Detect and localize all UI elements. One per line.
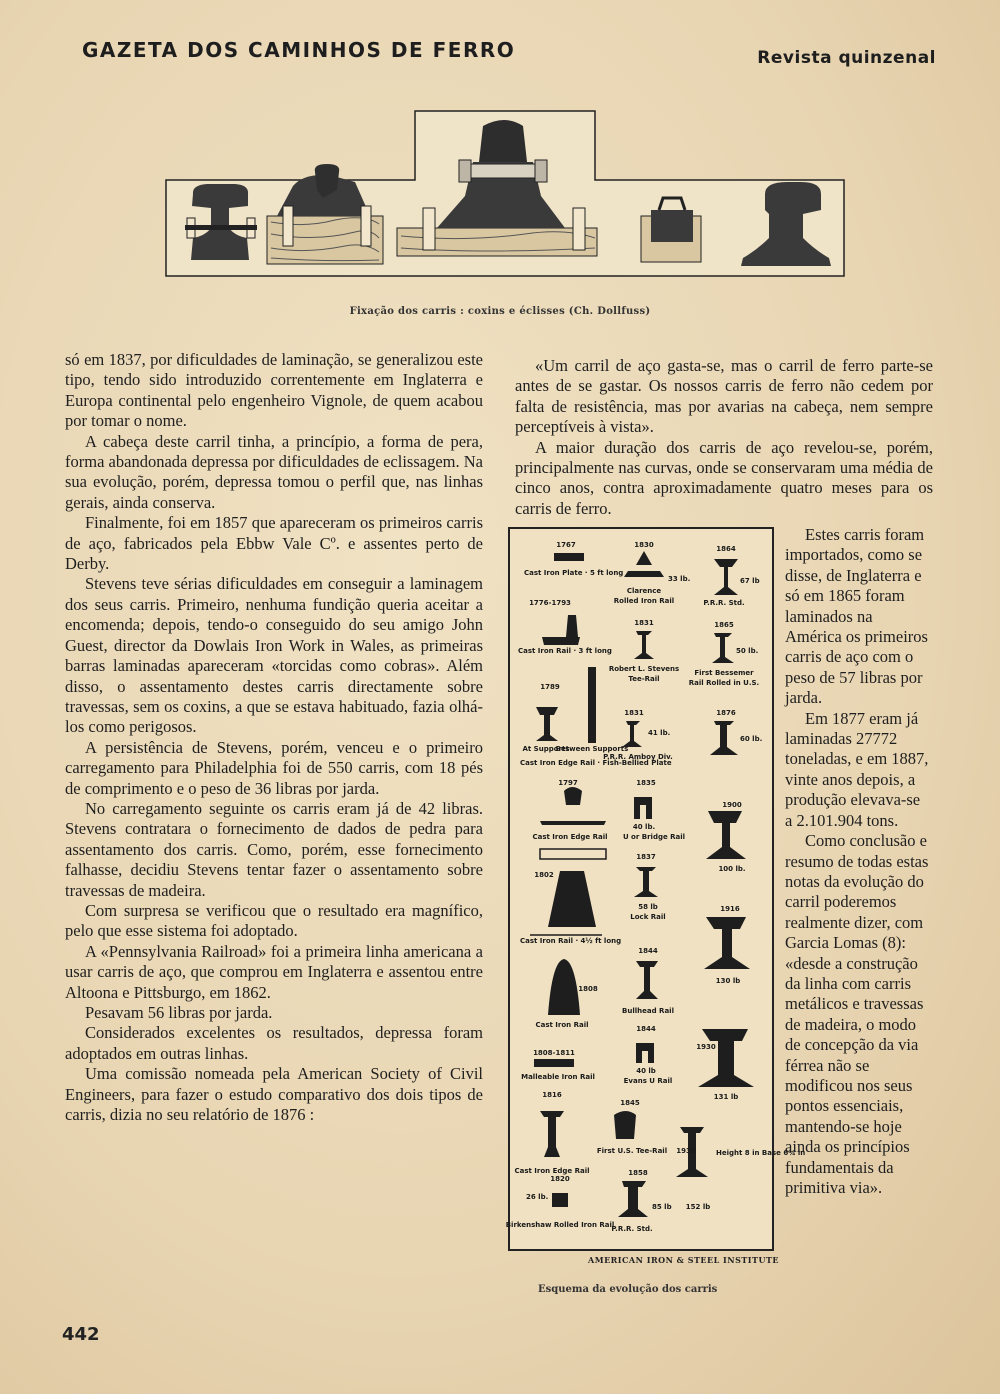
rail-profiles <box>505 529 806 1249</box>
chart-label: 1831 <box>634 619 654 627</box>
rail-profile <box>552 1193 568 1207</box>
chart-label: 1797 <box>558 779 578 787</box>
chart-label: 1844 <box>638 947 658 955</box>
chart-label: Cast Iron Edge Rail <box>514 1167 590 1175</box>
rail-profile <box>704 917 750 969</box>
chart-label: 1776-1793 <box>529 599 571 607</box>
paragraph: Com surpresa se verificou que o resultado era magnífico, pelo que esse sistema foi adoptado. <box>65 900 483 941</box>
rail-profile <box>636 961 658 999</box>
chart-label: Cast Iron Rail · 4½ ft long <box>520 937 622 945</box>
paragraph: Considerados excelentes os resultados, depressa foram adoptados em outras linhas. <box>65 1023 483 1063</box>
rail-profile <box>710 721 738 755</box>
text-column-left <box>65 350 483 1125</box>
chart-caption: Esquema da evolução dos carris <box>538 1284 718 1295</box>
chart-label: 1767 <box>556 541 576 549</box>
rail-profile <box>540 1111 564 1157</box>
paragraph: A cabeça deste carril tinha, a princípio, a forma de pera, forma abandonada depressa por dificuldades de eclissagem. Na sua evolução, porém, depressa tomou o perfil que, nas linhas gerais, ainda conserva. <box>65 431 483 512</box>
chart-label: Cast Iron Rail <box>535 1021 589 1029</box>
chart-label: 85 lb <box>652 1203 672 1211</box>
chart-label: Cast Iron Plate · 5 ft long <box>524 569 624 577</box>
page-number: 442 <box>62 1324 100 1345</box>
rail-profile <box>554 553 584 561</box>
chart-label: 152 lb <box>685 1203 711 1211</box>
chart-label: 1865 <box>714 621 734 629</box>
chart-label: 1930 <box>676 1147 696 1155</box>
chart-label: 1864 <box>716 545 736 553</box>
chart-credit: AMERICAN IRON & STEEL INSTITUTE <box>588 1255 780 1265</box>
chart-label: 41 lb. <box>648 729 671 737</box>
chart-label: 1808 <box>578 985 598 993</box>
chart-label: Lock Rail <box>630 913 666 921</box>
chart-label: 1808-1811 <box>533 1049 575 1057</box>
chart-label: 1845 <box>620 1099 640 1107</box>
rail-profile <box>712 633 734 663</box>
rail-profile <box>634 797 652 819</box>
paragraph: Stevens teve sérias dificuldades em conseguir a laminagem dos seus carris. Primeiro, nenhuma fundição queria aceitar a encomenda; depois, tendo-o conseguido do seu amigo John Guest, director da Dowlais Iron Work in Wales, as primeiras barras laminadas apareceram «torcidas como cobras». Além disso, o assentamento destes carris directamente sobre travessas, sem os coxins, a que se estava habituado, fazia olhá-los como perigosos. <box>65 574 483 737</box>
rail-profile <box>540 821 606 825</box>
chart-label: 60 lb. <box>740 735 763 743</box>
rail-profile <box>624 571 664 577</box>
chart-label: Birkenshaw Rolled Iron Rail <box>505 1221 615 1229</box>
rail-profile <box>548 959 580 1015</box>
paragraph: Como conclusão e resumo de todas estas notas da evolução do carril poderemos realmente dizer, com Garcia Lomas (8): «desde a construção da linha com carris metálicos e travessas de madeira, o modo de concepção da via férrea não se modificou nos seus pontos essenciais, mantendo-se hoje ainda os princípios fundamentais da primitiva via». <box>785 831 929 1197</box>
paragraph: Pesavam 56 libras por jarda. <box>85 1003 273 1022</box>
chart-label: 1802 <box>534 871 554 879</box>
paragraph: Finalmente, foi em 1857 que apareceram os primeiros carris de aço, fabricados pela Ebbw Vale Cº. e assentes perto de Derby. <box>65 513 483 574</box>
chart-label: 1844 <box>636 1025 656 1033</box>
chart-label: Clarence <box>626 587 662 595</box>
chart-label: At Supports <box>522 745 570 753</box>
journal-subtitle: Revista quinzenal <box>757 48 936 68</box>
rail-profile <box>548 871 596 927</box>
chart-label: Tee-Rail <box>628 675 660 683</box>
chart-label: 1789 <box>540 683 560 691</box>
paragraph: A «Pennsylvania Railroad» foi a primeira linha americana a usar carris de aço, que comprou em Inglaterra e assentou entre Altoona e Pittsburgo, em 1862. <box>65 941 483 1002</box>
chart-label: Height 8 in Base 6¾ in <box>716 1149 806 1157</box>
rail-profile <box>536 707 558 741</box>
chart-label: 58 lb <box>638 903 658 911</box>
chart-label: Cast Iron Rail · 3 ft long <box>518 647 612 655</box>
rail-profile <box>636 551 652 565</box>
chart-label: Rolled Iron Rail <box>613 597 675 605</box>
rail-profile <box>714 559 738 595</box>
paragraph: Uma comissão nomeada pela American Society of Civil Engineers, para fazer o estudo comparativo dos dois tipos de carris, dizia no seu relatório de 1876 : <box>65 1064 483 1125</box>
chart-label: 1916 <box>720 905 740 913</box>
chart-label: 100 lb. <box>718 865 746 873</box>
chart-label: Between Supports <box>555 745 629 753</box>
chart-label: Malleable Iron Rail <box>521 1073 595 1081</box>
chart-label: 26 lb. <box>526 1193 549 1201</box>
chart-label: First Bessemer <box>694 669 754 677</box>
rail-profile <box>618 1181 648 1217</box>
chart-label: Cast Iron Edge Rail <box>532 833 608 841</box>
chart-label: 67 lb <box>740 577 760 585</box>
rail-profile <box>698 1029 754 1087</box>
chart-label: 40 lb. <box>632 823 656 831</box>
journal-title: GAZETA DOS CAMINHOS DE FERRO <box>82 38 516 62</box>
rail-profile <box>564 787 582 805</box>
text-column-right-top <box>515 356 933 519</box>
rail-profile <box>634 631 654 659</box>
paragraph: Estes carris foram importados, como se disse, de Inglaterra e só em 1865 foram laminados na América os primeiros carris de aço com o peso de 57 libras por jarda. <box>785 525 928 708</box>
paragraph: só em 1837, por dificuldades de laminação, se generalizou este tipo, tendo sido introduzido correntemente em Inglaterra e Europa continental pelo engenheiro Vignole, de quem acabou por tomar o nome. <box>65 350 483 431</box>
chart-label: 40 lb <box>636 1067 656 1075</box>
paragraph: No carregamento seguinte os carris eram já de 42 libras. Stevens contratara o fornecimento de dados de pedra para assentamento dos carris. Como, porém, esse fornecimento falhasse, decidiu Stevens tentar fazer o assentamento sobre travessas de madeira. <box>65 798 483 900</box>
rail-profile <box>706 811 746 859</box>
rail-profile <box>622 721 642 747</box>
rail-fastening-figure <box>165 110 845 278</box>
rail-profile <box>634 867 658 897</box>
paragraph: A persistência de Stevens, porém, venceu e o primeiro carregamento para Philadelphia foi de 550 carris, com 18 pés de comprimento e o peso de 36 libras por jarda. <box>65 737 483 798</box>
chart-label: 1816 <box>542 1091 562 1099</box>
rail-profile <box>588 667 596 743</box>
chart-label: Cast Iron Edge Rail · Fish-Bellied Plate <box>520 759 672 767</box>
rail-profile <box>636 1043 654 1063</box>
chart-label: 130 lb <box>715 977 741 985</box>
chart-label: 1830 <box>634 541 654 549</box>
text-column-narrow <box>785 525 930 1198</box>
chart-label: Robert L. Stevens <box>608 665 680 673</box>
chart-label: 1820 <box>550 1175 570 1183</box>
rail-profile <box>614 1111 636 1139</box>
chart-label: 33 lb. <box>668 575 691 583</box>
chart-label: 1900 <box>722 801 742 809</box>
chart-label: P.R.R. Std. <box>703 599 745 607</box>
chart-label: 1831 <box>624 709 644 717</box>
paragraph: A maior duração dos carris de aço revelou-se, porém, principalmente nas curvas, onde se conservaram uma média de cinco anos, contra aproximadamente quatro meses para os carris de ferro. <box>515 437 933 518</box>
chart-label: U or Bridge Rail <box>622 833 686 841</box>
chart-label: First U.S. Tee-Rail <box>596 1147 668 1155</box>
chart-label: 1835 <box>636 779 656 787</box>
chart-label: Bullhead Rail <box>622 1007 674 1015</box>
chart-label: 1876 <box>716 709 736 717</box>
chart-label: Evans U Rail <box>623 1077 673 1085</box>
chart-label: 1930 <box>696 1043 716 1051</box>
rail-profile <box>534 1059 574 1067</box>
paragraph: Em 1877 eram já laminadas 27772 toneladas, e em 1887, vinte anos depois, a produção elevava-se a 2.101.904 tons. <box>785 708 929 830</box>
chart-label: Rail Rolled in U.S. <box>688 679 760 687</box>
chart-label: 1858 <box>628 1169 648 1177</box>
chart-label: 50 lb. <box>736 647 759 655</box>
top-figure-caption: Fixação dos carris : coxins e éclisses (Ch. Dollfuss) <box>349 306 651 317</box>
chart-label: 131 lb <box>713 1093 739 1101</box>
rail-evolution-diagram <box>505 527 806 1251</box>
chart-label: P.R.R. Amboy Div. <box>603 753 673 761</box>
rail-profile <box>542 615 580 645</box>
chart-label: P.R.R. Std. <box>611 1225 653 1233</box>
chart-label: 1837 <box>636 853 656 861</box>
paragraph: «Um carril de aço gasta-se, mas o carril de ferro parte-se antes de se gastar. Os nossos carris de ferro não cedem por falta de resistência, mas por avarias na cabeça, nem sempre perceptíveis à vista». <box>515 356 933 437</box>
